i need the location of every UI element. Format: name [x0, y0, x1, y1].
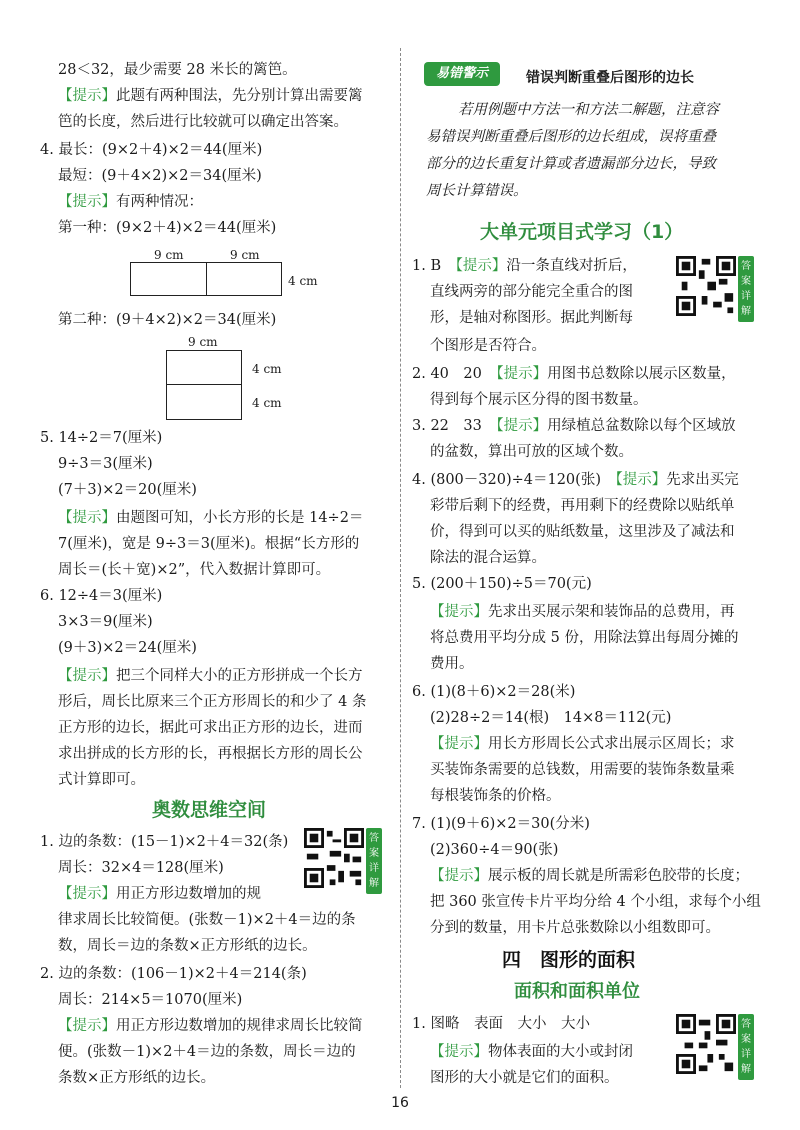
text-line: 沿一条直线对折后， [506, 258, 637, 274]
text-line: 物体表面的大小或封闭 [488, 1044, 633, 1060]
answer-p4: 4. (800－320)÷4＝120(张) [412, 472, 601, 488]
dim-label: 9 cm [230, 248, 260, 262]
qr-label: 答案详解 [366, 828, 382, 894]
text-line: 周长：32×4＝128(厘米) [58, 860, 224, 876]
answer-6: 6. 12÷4＝3(厘米) [40, 588, 163, 604]
text-line: 的盆数，算出可放的区域个数。 [430, 444, 633, 460]
answer-5: 5. 14÷2＝7(厘米) [40, 430, 163, 446]
text-line: 周长＝(长＋宽)×2”，代入数据计算即可。 [58, 562, 331, 578]
text-line: 第二种：(9＋4×2)×2＝34(厘米) [58, 312, 277, 328]
text-line: 彩带后剩下的经费，再用剩下的经费除以贴纸单 [430, 498, 735, 514]
text-line: 把三个同样大小的正方形拼成一个长方 [116, 668, 363, 684]
text-line: 求出拼成的长方形的长，再根据长方形的周长公 [58, 746, 363, 762]
text-line: 最短：(9＋4×2)×2＝34(厘米) [58, 168, 262, 184]
text-line: 图形的大小就是它们的面积。 [430, 1070, 619, 1086]
hint-tag: 【提示】 [455, 258, 507, 274]
text-line: 由题图可知，小长方形的长是 14÷2＝ [116, 510, 364, 526]
text-line: 费用。 [430, 656, 474, 672]
hint-tag: 【提示】 [430, 736, 488, 752]
text-line: 易错误判断重叠后图形的边长组成，误将重叠 [426, 129, 716, 145]
text-line: 7(厘米)，宽是 9÷3＝3(厘米)。根据“长方形的 [58, 536, 360, 552]
text-line: 3×3＝9(厘米) [58, 614, 153, 630]
qr-icon [676, 256, 736, 316]
text-line: 把 360 张宣传卡片平均分给 4 个小组，求每个小组 [430, 894, 761, 910]
answer-o1: 1. 边的条数：(15－1)×2＋4＝32(条) [40, 834, 289, 850]
hint-tag: 【提示】 [430, 868, 488, 884]
text-line: 数，周长＝边的条数×正方形纸的边长。 [58, 938, 317, 954]
hint-tag: 【提示】 [58, 510, 116, 526]
text-line: (7＋3)×2＝20(厘米) [58, 482, 197, 498]
text-line: 每根装饰条的价格。 [430, 788, 561, 804]
qr-label: 答案详解 [738, 256, 754, 322]
hint-tag: 【提示】 [496, 418, 548, 434]
text-line: 价，得到可以买的贴纸数量，这里涉及了减法和 [430, 524, 735, 540]
answer-o2: 2. 边的条数：(106－1)×2＋4＝214(条) [40, 966, 307, 982]
text-line: 得到每个展示区分得的图书数量。 [430, 392, 648, 408]
hint-tag: 【提示】 [615, 472, 667, 488]
dim-label: 4 cm [252, 362, 282, 376]
text-line: 个图形是否符合。 [430, 338, 546, 354]
text-line: 正方形的边长，据此可求出正方形的边长，进而 [58, 720, 363, 736]
text-line: 用正方形边数增加的规 [116, 886, 261, 902]
qr-icon [304, 828, 364, 888]
text-line: 律求周长比较简便。(张数－1)×2＋4＝边的条 [58, 912, 356, 928]
section-heading-project: 大单元项目式学习（1） [480, 221, 684, 243]
text-line: 此题有两种围法，先分别计算出需要篱 [116, 88, 363, 104]
page-number: 16 [391, 1095, 409, 1111]
section-heading-olympiad: 奥数思维空间 [152, 799, 267, 821]
column-divider [400, 48, 401, 1088]
text-line: 9÷3＝3(厘米) [58, 456, 153, 472]
text-line: 28＜32，最少需要 28 米长的篱笆。 [58, 62, 297, 78]
text-line: (2)360÷4＝90(张) [430, 842, 559, 858]
text-line: 分到的数量，用卡片总张数除以小组数即可。 [430, 920, 720, 936]
hint-tag: 【提示】 [58, 88, 116, 104]
error-title: 错误判断重叠后图形的边长 [526, 70, 694, 86]
hint-tag: 【提示】 [430, 1044, 488, 1060]
text-line: 用正方形边数增加的规律求周长比较简 [116, 1018, 363, 1034]
text-line: 形后，周长比原来三个正方形周长的和少了 4 条 [58, 694, 367, 710]
text-line: 直线两旁的部分能完全重合的图 [430, 284, 633, 300]
text-line: 第一种：(9×2＋4)×2＝44(厘米) [58, 220, 277, 236]
section-heading-area: 面积和面积单位 [514, 981, 640, 1002]
text-line: 先求出买完 [666, 472, 739, 488]
text-line: 展示板的周长就是所需彩色胶带的长度； [488, 868, 749, 884]
answer-p2: 2. 40 20 [412, 366, 482, 382]
hint-tag: 【提示】 [58, 194, 116, 210]
dim-label: 4 cm [288, 274, 318, 288]
answer-p5: 5. (200＋150)÷5＝70(元) [412, 576, 592, 592]
text-line: 用长方形周长公式求出展示区周长；求 [488, 736, 735, 752]
hint-tag: 【提示】 [58, 1018, 116, 1034]
answer-p7: 7. (1)(9＋6)×2＝30(分米) [412, 816, 590, 832]
hint-tag: 【提示】 [58, 668, 116, 684]
qr-code[interactable] [676, 1014, 754, 1080]
qr-code[interactable] [676, 256, 754, 322]
dim-label: 9 cm [188, 335, 218, 349]
answer-p6: 6. (1)(8＋6)×2＝28(米) [412, 684, 576, 700]
text-line: 若用例题中方法一和方法二解题，注意容 [458, 102, 719, 118]
chapter-heading: 四 图形的面积 [502, 949, 636, 971]
text-line: 周长：214×5＝1070(厘米) [58, 992, 243, 1008]
answer-p1: 1. B [412, 258, 442, 274]
text-line: 买装饰条需要的总钱数，用需要的装饰条数量乘 [430, 762, 735, 778]
dim-label: 9 cm [154, 248, 184, 262]
dim-label: 4 cm [252, 396, 282, 410]
answer-a1: 1. 图略 表面 大小 大小 [412, 1016, 590, 1032]
text-line: (2)28÷2＝14(根) 14×8＝112(元) [430, 710, 672, 726]
text-line: 用图书总数除以展示区数量， [547, 366, 736, 382]
hint-tag: 【提示】 [58, 886, 116, 902]
hint-tag: 【提示】 [496, 366, 548, 382]
text-line: 周长计算错误。 [426, 183, 528, 199]
hint-tag: 【提示】 [430, 604, 488, 620]
qr-label: 答案详解 [738, 1014, 754, 1080]
text-line: 先求出买展示架和装饰品的总费用，再 [488, 604, 735, 620]
qr-code[interactable] [304, 828, 382, 894]
text-line: 笆的长度，然后进行比较就可以确定出答案。 [58, 114, 348, 130]
text-line: 用绿植总盆数除以每个区域放 [547, 418, 736, 434]
answer-4: 4. 最长：(9×2＋4)×2＝44(厘米) [40, 142, 263, 158]
text-line: 式计算即可。 [58, 772, 145, 788]
text-line: 将总费用平均分成 5 份，用除法算出每周分摊的 [430, 630, 739, 646]
text-line: 便。(张数－1)×2＋4＝边的条数，周长＝边的 [58, 1044, 356, 1060]
qr-icon [676, 1014, 736, 1074]
text-line: 条数×正方形纸的边长。 [58, 1070, 216, 1086]
text-line: 形，是轴对称图形。据此判断每 [430, 310, 633, 326]
answer-p3: 3. 22 33 [412, 418, 482, 434]
text-line: 部分的边长重复计算或者遗漏部分边长，导致 [426, 156, 716, 172]
text-line: (9＋3)×2＝24(厘米) [58, 640, 197, 656]
text-line: 有两种情况： [116, 194, 203, 210]
error-warning-badge: 易错警示 [424, 62, 500, 86]
text-line: 除法的混合运算。 [430, 550, 546, 566]
